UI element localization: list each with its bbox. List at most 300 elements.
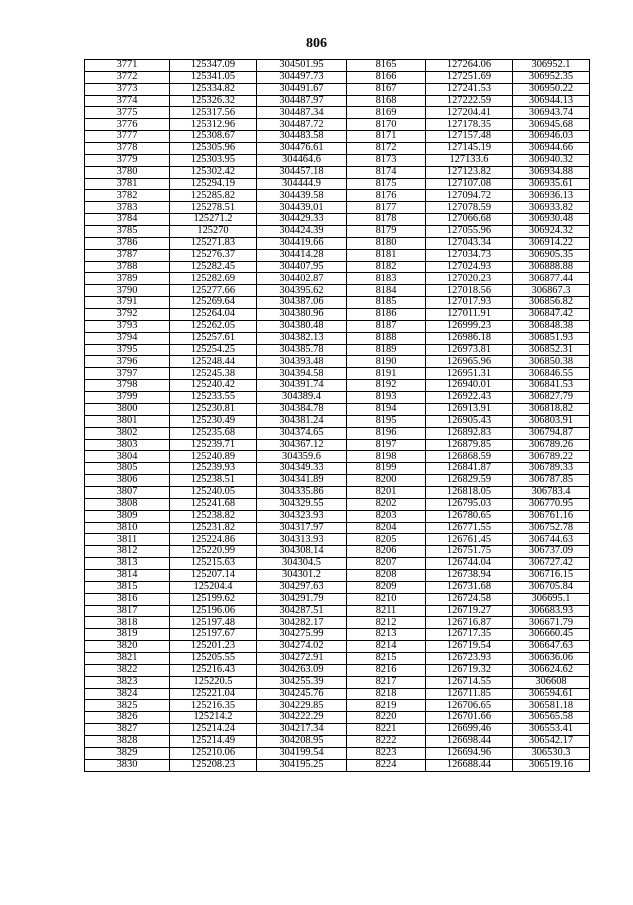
point-number-cell: 8211 [347, 605, 426, 617]
table-row [85, 356, 590, 368]
x-coordinate-cell: 125245.38 [170, 368, 257, 380]
y-coordinate-cell: 304457.18 [257, 166, 347, 178]
y-coordinate-cell: 304393.48 [257, 356, 347, 368]
y-coordinate-cell: 306933.82 [513, 202, 590, 214]
x-coordinate-cell: 125285.82 [170, 190, 257, 202]
x-coordinate-cell: 125312.96 [170, 119, 257, 131]
y-coordinate-cell: 304380.48 [257, 320, 347, 332]
point-number-cell: 3819 [85, 629, 170, 641]
y-coordinate-cell: 306905.35 [513, 249, 590, 261]
y-coordinate-cell: 306943.74 [513, 107, 590, 119]
point-number-cell: 8210 [347, 593, 426, 605]
x-coordinate-cell: 125282.45 [170, 261, 257, 273]
point-number-cell: 8195 [347, 415, 426, 427]
y-coordinate-cell: 306752.78 [513, 522, 590, 534]
point-number-cell: 8221 [347, 724, 426, 736]
point-number-cell: 8213 [347, 629, 426, 641]
x-coordinate-cell: 125303.95 [170, 154, 257, 166]
x-coordinate-cell: 126879.85 [426, 439, 513, 451]
point-number-cell: 8174 [347, 166, 426, 178]
y-coordinate-cell: 304483.58 [257, 131, 347, 143]
y-coordinate-cell: 304272.91 [257, 652, 347, 664]
x-coordinate-cell: 126892.83 [426, 427, 513, 439]
point-number-cell: 8212 [347, 617, 426, 629]
point-number-cell: 3792 [85, 309, 170, 321]
y-coordinate-cell: 304497.73 [257, 71, 347, 83]
x-coordinate-cell: 126698.44 [426, 735, 513, 747]
y-coordinate-cell: 306636.06 [513, 652, 590, 664]
y-coordinate-cell: 304323.93 [257, 510, 347, 522]
table-row [85, 676, 590, 688]
y-coordinate-cell: 306867.3 [513, 285, 590, 297]
x-coordinate-cell: 125254.25 [170, 344, 257, 356]
coordinates-table-body [85, 60, 590, 772]
point-number-cell: 8196 [347, 427, 426, 439]
point-number-cell: 3793 [85, 320, 170, 332]
y-coordinate-cell: 306624.62 [513, 664, 590, 676]
point-number-cell: 3818 [85, 617, 170, 629]
point-number-cell: 8222 [347, 735, 426, 747]
x-coordinate-cell: 126905.43 [426, 415, 513, 427]
point-number-cell: 8208 [347, 569, 426, 581]
y-coordinate-cell: 304367.12 [257, 439, 347, 451]
y-coordinate-cell: 306770.95 [513, 498, 590, 510]
point-number-cell: 3829 [85, 747, 170, 759]
point-number-cell: 8214 [347, 641, 426, 653]
y-coordinate-cell: 306727.42 [513, 558, 590, 570]
table-row [85, 439, 590, 451]
x-coordinate-cell: 125241.68 [170, 498, 257, 510]
point-number-cell: 8189 [347, 344, 426, 356]
y-coordinate-cell: 304391.74 [257, 380, 347, 392]
y-coordinate-cell: 304384.78 [257, 403, 347, 415]
x-coordinate-cell: 125214.2 [170, 712, 257, 724]
x-coordinate-cell: 126965.96 [426, 356, 513, 368]
y-coordinate-cell: 306952.35 [513, 71, 590, 83]
point-number-cell: 3813 [85, 558, 170, 570]
y-coordinate-cell: 306608 [513, 676, 590, 688]
table-row [85, 309, 590, 321]
point-number-cell: 3788 [85, 261, 170, 273]
point-number-cell: 3806 [85, 475, 170, 487]
x-coordinate-cell: 126986.18 [426, 332, 513, 344]
point-number-cell: 8206 [347, 546, 426, 558]
y-coordinate-cell: 304380.96 [257, 309, 347, 321]
x-coordinate-cell: 127020.23 [426, 273, 513, 285]
y-coordinate-cell: 306761.16 [513, 510, 590, 522]
y-coordinate-cell: 306660.45 [513, 629, 590, 641]
table-row [85, 617, 590, 629]
x-coordinate-cell: 125270 [170, 226, 257, 238]
y-coordinate-cell: 306945.68 [513, 119, 590, 131]
point-number-cell: 8167 [347, 83, 426, 95]
table-row [85, 403, 590, 415]
point-number-cell: 8186 [347, 309, 426, 321]
point-number-cell: 8209 [347, 581, 426, 593]
table-row [85, 297, 590, 309]
table-row [85, 510, 590, 522]
y-coordinate-cell: 304282.17 [257, 617, 347, 629]
table-row [85, 664, 590, 676]
point-number-cell: 3786 [85, 237, 170, 249]
point-number-cell: 3780 [85, 166, 170, 178]
table-row [85, 652, 590, 664]
x-coordinate-cell: 125224.86 [170, 534, 257, 546]
point-number-cell: 8217 [347, 676, 426, 688]
x-coordinate-cell: 125257.61 [170, 332, 257, 344]
x-coordinate-cell: 126719.32 [426, 664, 513, 676]
point-number-cell: 8201 [347, 486, 426, 498]
y-coordinate-cell: 306737.09 [513, 546, 590, 558]
y-coordinate-cell: 304208.95 [257, 735, 347, 747]
point-number-cell: 3800 [85, 403, 170, 415]
table-row [85, 380, 590, 392]
x-coordinate-cell: 126688.44 [426, 759, 513, 771]
x-coordinate-cell: 125326.32 [170, 95, 257, 107]
point-number-cell: 8180 [347, 237, 426, 249]
table-row [85, 415, 590, 427]
x-coordinate-cell: 125197.67 [170, 629, 257, 641]
x-coordinate-cell: 125271.83 [170, 237, 257, 249]
table-row [85, 486, 590, 498]
point-number-cell: 3828 [85, 735, 170, 747]
point-number-cell: 8205 [347, 534, 426, 546]
point-number-cell: 3816 [85, 593, 170, 605]
point-number-cell: 8168 [347, 95, 426, 107]
table-row [85, 261, 590, 273]
x-coordinate-cell: 125248.44 [170, 356, 257, 368]
table-row [85, 747, 590, 759]
point-number-cell: 3814 [85, 569, 170, 581]
table-row [85, 131, 590, 143]
point-number-cell: 8218 [347, 688, 426, 700]
point-number-cell: 8187 [347, 320, 426, 332]
x-coordinate-cell: 126913.91 [426, 403, 513, 415]
table-row [85, 534, 590, 546]
x-coordinate-cell: 126771.55 [426, 522, 513, 534]
x-coordinate-cell: 125308.67 [170, 131, 257, 143]
page-number: 806 [306, 36, 327, 51]
y-coordinate-cell: 306935.61 [513, 178, 590, 190]
x-coordinate-cell: 127107.08 [426, 178, 513, 190]
point-number-cell: 8202 [347, 498, 426, 510]
y-coordinate-cell: 304335.86 [257, 486, 347, 498]
x-coordinate-cell: 127264.06 [426, 60, 513, 72]
point-number-cell: 3803 [85, 439, 170, 451]
point-number-cell: 8204 [347, 522, 426, 534]
point-number-cell: 8191 [347, 368, 426, 380]
point-number-cell: 8224 [347, 759, 426, 771]
x-coordinate-cell: 125199.62 [170, 593, 257, 605]
y-coordinate-cell: 304389.4 [257, 392, 347, 404]
x-coordinate-cell: 125302.42 [170, 166, 257, 178]
y-coordinate-cell: 306647.63 [513, 641, 590, 653]
x-coordinate-cell: 126973.81 [426, 344, 513, 356]
table-row [85, 249, 590, 261]
y-coordinate-cell: 304419.66 [257, 237, 347, 249]
y-coordinate-cell: 304414.28 [257, 249, 347, 261]
point-number-cell: 8172 [347, 143, 426, 155]
x-coordinate-cell: 125278.51 [170, 202, 257, 214]
point-number-cell: 3784 [85, 214, 170, 226]
x-coordinate-cell: 125233.55 [170, 392, 257, 404]
x-coordinate-cell: 125239.71 [170, 439, 257, 451]
point-number-cell: 3772 [85, 71, 170, 83]
point-number-cell: 3811 [85, 534, 170, 546]
y-coordinate-cell: 306944.13 [513, 95, 590, 107]
point-number-cell: 3774 [85, 95, 170, 107]
x-coordinate-cell: 127024.93 [426, 261, 513, 273]
y-coordinate-cell: 304222.29 [257, 712, 347, 724]
y-coordinate-cell: 306787.85 [513, 475, 590, 487]
point-number-cell: 8193 [347, 392, 426, 404]
y-coordinate-cell: 304487.72 [257, 119, 347, 131]
point-number-cell: 3783 [85, 202, 170, 214]
point-number-cell: 3789 [85, 273, 170, 285]
y-coordinate-cell: 304245.76 [257, 688, 347, 700]
point-number-cell: 8177 [347, 202, 426, 214]
y-coordinate-cell: 306852.31 [513, 344, 590, 356]
point-number-cell: 3796 [85, 356, 170, 368]
point-number-cell: 3798 [85, 380, 170, 392]
y-coordinate-cell: 304317.97 [257, 522, 347, 534]
x-coordinate-cell: 126761.45 [426, 534, 513, 546]
x-coordinate-cell: 125269.64 [170, 297, 257, 309]
y-coordinate-cell: 304297.63 [257, 581, 347, 593]
y-coordinate-cell: 306671.79 [513, 617, 590, 629]
y-coordinate-cell: 306530.3 [513, 747, 590, 759]
point-number-cell: 8176 [347, 190, 426, 202]
x-coordinate-cell: 126694.96 [426, 747, 513, 759]
x-coordinate-cell: 125214.49 [170, 735, 257, 747]
point-number-cell: 3809 [85, 510, 170, 522]
x-coordinate-cell: 127123.82 [426, 166, 513, 178]
point-number-cell: 3815 [85, 581, 170, 593]
y-coordinate-cell: 306847.42 [513, 309, 590, 321]
x-coordinate-cell: 127078.59 [426, 202, 513, 214]
x-coordinate-cell: 126723.93 [426, 652, 513, 664]
x-coordinate-cell: 126714.55 [426, 676, 513, 688]
point-number-cell: 3820 [85, 641, 170, 653]
table-row [85, 60, 590, 72]
y-coordinate-cell: 304255.39 [257, 676, 347, 688]
x-coordinate-cell: 125334.82 [170, 83, 257, 95]
y-coordinate-cell: 304395.62 [257, 285, 347, 297]
x-coordinate-cell: 127222.59 [426, 95, 513, 107]
x-coordinate-cell: 126868.59 [426, 451, 513, 463]
x-coordinate-cell: 125240.42 [170, 380, 257, 392]
point-number-cell: 8207 [347, 558, 426, 570]
y-coordinate-cell: 306930.48 [513, 214, 590, 226]
table-row [85, 344, 590, 356]
table-row [85, 154, 590, 166]
y-coordinate-cell: 304341.89 [257, 475, 347, 487]
table-row [85, 368, 590, 380]
x-coordinate-cell: 125201.23 [170, 641, 257, 653]
point-number-cell: 3778 [85, 143, 170, 155]
y-coordinate-cell: 306946.03 [513, 131, 590, 143]
y-coordinate-cell: 306952.1 [513, 60, 590, 72]
x-coordinate-cell: 127204.41 [426, 107, 513, 119]
point-number-cell: 3771 [85, 60, 170, 72]
y-coordinate-cell: 306695.1 [513, 593, 590, 605]
point-number-cell: 3773 [85, 83, 170, 95]
x-coordinate-cell: 125276.37 [170, 249, 257, 261]
y-coordinate-cell: 304382.13 [257, 332, 347, 344]
table-row [85, 226, 590, 238]
point-number-cell: 3794 [85, 332, 170, 344]
x-coordinate-cell: 125197.48 [170, 617, 257, 629]
x-coordinate-cell: 127011.91 [426, 309, 513, 321]
table-row [85, 392, 590, 404]
y-coordinate-cell: 306936.13 [513, 190, 590, 202]
point-number-cell: 8170 [347, 119, 426, 131]
table-row [85, 558, 590, 570]
point-number-cell: 3817 [85, 605, 170, 617]
y-coordinate-cell: 306783.4 [513, 486, 590, 498]
point-number-cell: 8175 [347, 178, 426, 190]
y-coordinate-cell: 304487.34 [257, 107, 347, 119]
point-number-cell: 8181 [347, 249, 426, 261]
x-coordinate-cell: 125207.14 [170, 569, 257, 581]
point-number-cell: 8178 [347, 214, 426, 226]
point-number-cell: 8184 [347, 285, 426, 297]
x-coordinate-cell: 125240.89 [170, 451, 257, 463]
y-coordinate-cell: 304402.87 [257, 273, 347, 285]
point-number-cell: 8169 [347, 107, 426, 119]
table-row [85, 700, 590, 712]
x-coordinate-cell: 126951.31 [426, 368, 513, 380]
x-coordinate-cell: 126706.65 [426, 700, 513, 712]
x-coordinate-cell: 125271.2 [170, 214, 257, 226]
y-coordinate-cell: 304444.9 [257, 178, 347, 190]
table-row [85, 546, 590, 558]
x-coordinate-cell: 127043.34 [426, 237, 513, 249]
table-row [85, 593, 590, 605]
x-coordinate-cell: 126818.05 [426, 486, 513, 498]
y-coordinate-cell: 306581.18 [513, 700, 590, 712]
y-coordinate-cell: 304374.65 [257, 427, 347, 439]
x-coordinate-cell: 125231.82 [170, 522, 257, 534]
x-coordinate-cell: 125220.5 [170, 676, 257, 688]
y-coordinate-cell: 306542.17 [513, 735, 590, 747]
point-number-cell: 3795 [85, 344, 170, 356]
x-coordinate-cell: 126724.58 [426, 593, 513, 605]
table-row [85, 605, 590, 617]
y-coordinate-cell: 304387.06 [257, 297, 347, 309]
point-number-cell: 8185 [347, 297, 426, 309]
x-coordinate-cell: 126795.03 [426, 498, 513, 510]
y-coordinate-cell: 306519.16 [513, 759, 590, 771]
x-coordinate-cell: 127034.73 [426, 249, 513, 261]
x-coordinate-cell: 125220.99 [170, 546, 257, 558]
point-number-cell: 8219 [347, 700, 426, 712]
point-number-cell: 8198 [347, 451, 426, 463]
y-coordinate-cell: 306856.82 [513, 297, 590, 309]
y-coordinate-cell: 304275.99 [257, 629, 347, 641]
x-coordinate-cell: 126829.59 [426, 475, 513, 487]
y-coordinate-cell: 306850.38 [513, 356, 590, 368]
x-coordinate-cell: 125341.05 [170, 71, 257, 83]
y-coordinate-cell: 306705.84 [513, 581, 590, 593]
x-coordinate-cell: 125235.68 [170, 427, 257, 439]
y-coordinate-cell: 304349.33 [257, 463, 347, 475]
table-row [85, 581, 590, 593]
y-coordinate-cell: 304301.2 [257, 569, 347, 581]
y-coordinate-cell: 304217.34 [257, 724, 347, 736]
y-coordinate-cell: 304439.58 [257, 190, 347, 202]
point-number-cell: 3799 [85, 392, 170, 404]
x-coordinate-cell: 125230.49 [170, 415, 257, 427]
point-number-cell: 8188 [347, 332, 426, 344]
table-row [85, 273, 590, 285]
table-row [85, 735, 590, 747]
point-number-cell: 3804 [85, 451, 170, 463]
table-row [85, 237, 590, 249]
y-coordinate-cell: 306851.93 [513, 332, 590, 344]
point-number-cell: 8220 [347, 712, 426, 724]
y-coordinate-cell: 306846.55 [513, 368, 590, 380]
y-coordinate-cell: 304308.14 [257, 546, 347, 558]
y-coordinate-cell: 304407.95 [257, 261, 347, 273]
x-coordinate-cell: 125216.35 [170, 700, 257, 712]
point-number-cell: 3824 [85, 688, 170, 700]
x-coordinate-cell: 127241.53 [426, 83, 513, 95]
table-row [85, 71, 590, 83]
table-row [85, 641, 590, 653]
point-number-cell: 8171 [347, 131, 426, 143]
y-coordinate-cell: 304195.25 [257, 759, 347, 771]
table-row [85, 475, 590, 487]
x-coordinate-cell: 127066.68 [426, 214, 513, 226]
point-number-cell: 3791 [85, 297, 170, 309]
x-coordinate-cell: 125215.63 [170, 558, 257, 570]
point-number-cell: 3802 [85, 427, 170, 439]
x-coordinate-cell: 125239.93 [170, 463, 257, 475]
x-coordinate-cell: 125238.82 [170, 510, 257, 522]
y-coordinate-cell: 304487.97 [257, 95, 347, 107]
point-number-cell: 8165 [347, 60, 426, 72]
y-coordinate-cell: 306803.91 [513, 415, 590, 427]
point-number-cell: 8179 [347, 226, 426, 238]
x-coordinate-cell: 126738.94 [426, 569, 513, 581]
x-coordinate-cell: 125294.19 [170, 178, 257, 190]
point-number-cell: 3807 [85, 486, 170, 498]
y-coordinate-cell: 306848.38 [513, 320, 590, 332]
x-coordinate-cell: 126716.87 [426, 617, 513, 629]
point-number-cell: 3823 [85, 676, 170, 688]
x-coordinate-cell: 127017.93 [426, 297, 513, 309]
x-coordinate-cell: 125196.06 [170, 605, 257, 617]
y-coordinate-cell: 304501.95 [257, 60, 347, 72]
point-number-cell: 3777 [85, 131, 170, 143]
y-coordinate-cell: 304199.54 [257, 747, 347, 759]
y-coordinate-cell: 306950.22 [513, 83, 590, 95]
table-row [85, 498, 590, 510]
x-coordinate-cell: 125205.55 [170, 652, 257, 664]
point-number-cell: 8215 [347, 652, 426, 664]
y-coordinate-cell: 306744.63 [513, 534, 590, 546]
point-number-cell: 8192 [347, 380, 426, 392]
x-coordinate-cell: 125238.51 [170, 475, 257, 487]
table-row [85, 724, 590, 736]
x-coordinate-cell: 125221.04 [170, 688, 257, 700]
x-coordinate-cell: 126940.01 [426, 380, 513, 392]
y-coordinate-cell: 306934.88 [513, 166, 590, 178]
y-coordinate-cell: 306594.61 [513, 688, 590, 700]
y-coordinate-cell: 304381.24 [257, 415, 347, 427]
x-coordinate-cell: 126711.85 [426, 688, 513, 700]
